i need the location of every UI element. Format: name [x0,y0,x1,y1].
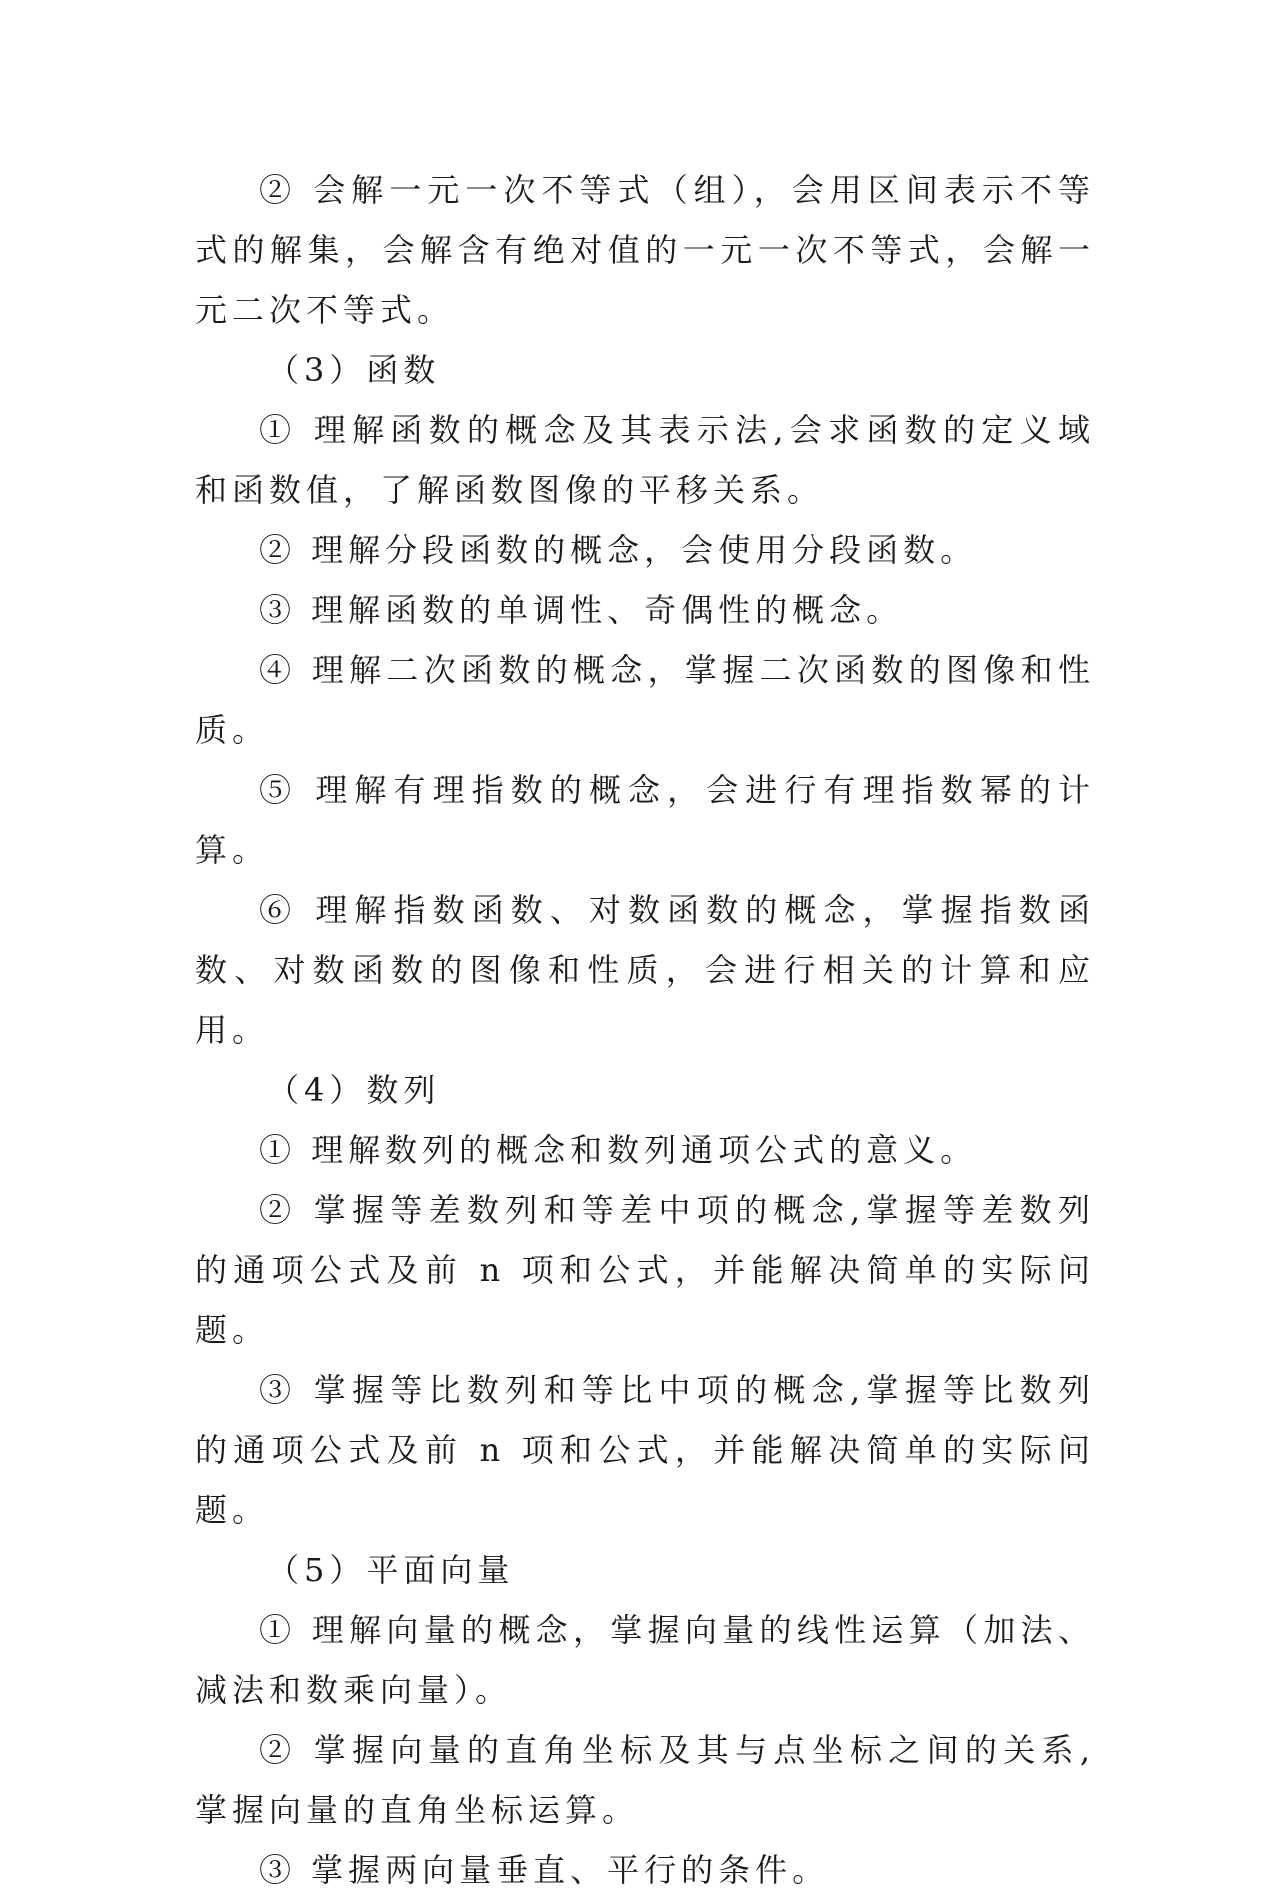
paragraph-sequences-3: ③ 掌握等比数列和等比中项的概念,掌握等比数列的通项公式及前 n 项和公式，并能解决简单的实际问题。 [195,1371,1095,1529]
paragraph-functions-6: ⑥ 理解指数函数、对数函数的概念，掌握指数函数、对数函数的图像和性质，会进行相关的计算和应用。 [195,891,1095,1049]
paragraph-vectors-2: ② 掌握向量的直角坐标及其与点坐标之间的关系,掌握向量的直角坐标运算。 [195,1731,1095,1829]
document-body [195,160,1095,1900]
paragraph-sequences-2: ② 掌握等差数列和等差中项的概念,掌握等差数列的通项公式及前 n 项和公式，并能解决简单的实际问题。 [195,1191,1095,1349]
paragraph-functions-1: ① 理解函数的概念及其表示法,会求函数的定义域和函数值，了解函数图像的平移关系。 [195,411,1095,509]
paragraph-vectors-3: ③ 掌握两向量垂直、平行的条件。 [259,1851,830,1889]
paragraph-functions-3: ③ 理解函数的单调性、奇偶性的概念。 [259,591,904,629]
section-heading-vectors: （5）平面向量 [267,1551,515,1589]
paragraph-sequences-1: ① 理解数列的概念和数列通项公式的意义。 [259,1131,978,1169]
paragraph-inequality-2: ② 会解一元一次不等式（组），会用区间表示不等式的解集，会解含有绝对值的一元一次不等式，会解一元二次不等式。 [195,171,1095,329]
paragraph-functions-5: ⑤ 理解有理指数的概念，会进行有理指数幂的计算。 [195,771,1095,869]
paragraph-vectors-1: ① 理解向量的概念，掌握向量的线性运算（加法、减法和数乘向量）。 [195,1611,1095,1709]
section-heading-sequences: （4）数列 [267,1071,441,1109]
paragraph-functions-2: ② 理解分段函数的概念，会使用分段函数。 [259,531,978,569]
section-heading-functions: （3）函数 [267,351,441,389]
paragraph-functions-4: ④ 理解二次函数的概念，掌握二次函数的图像和性质。 [195,651,1095,749]
